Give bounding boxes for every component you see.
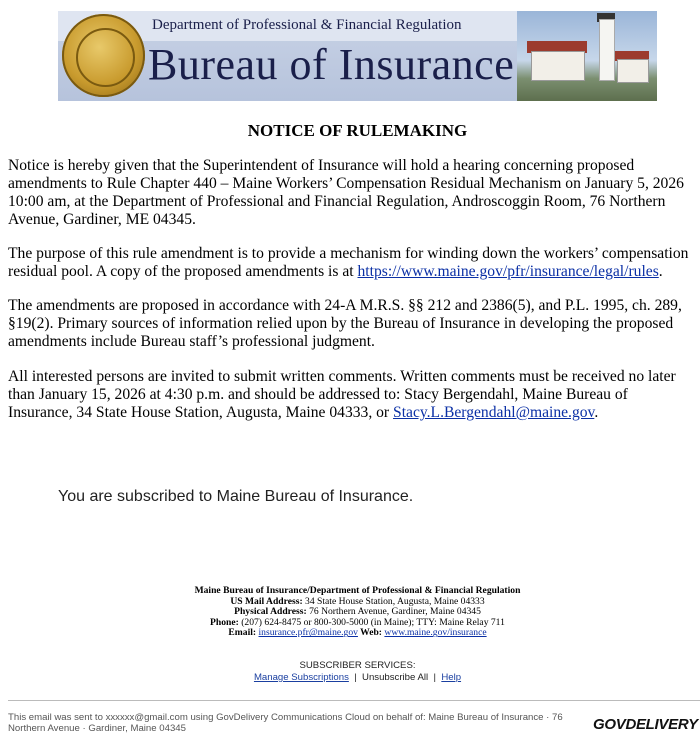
paragraph-comments [8, 368, 700, 422]
footer-contact [0, 628, 700, 639]
text-span: Insurance, 34 State House Station, Augusta, Maine 04333, or [8, 404, 394, 421]
paragraph-purpose [8, 245, 700, 281]
services-links [0, 672, 700, 684]
separator: | [428, 672, 442, 683]
paragraph-authority [8, 297, 700, 351]
label: Email: [228, 627, 257, 639]
bureau-name: Bureau of Insurance [148, 40, 515, 89]
value: (207) 624-8475 or 800-300-5000 (in Maine); TTY: Maine Relay 711 [238, 616, 505, 628]
label: US Mail Address: [230, 595, 303, 607]
subscription-notice: You are subscribed to Maine Bureau of Insurance. [58, 488, 414, 505]
govdelivery-logo: GOVDELIVERY [593, 716, 698, 733]
text-span: . [594, 404, 599, 421]
separator: | [348, 672, 363, 683]
label: Physical Address: [234, 606, 307, 618]
department-name: Department of Professional & Financial Regulation [152, 17, 462, 33]
contact-email-link[interactable]: Stacy.L.Bergendahl@maine.gov [393, 404, 595, 421]
text-line: All interested persons are invited to submit written comments. Written comments must be received no later [8, 368, 676, 385]
footer-org: Maine Bureau of Insurance/Department of Professional & Financial Regulation [194, 585, 521, 596]
manage-subscriptions-link[interactable]: Manage Subscriptions [253, 672, 349, 683]
header-banner [58, 11, 657, 101]
rules-link[interactable]: https://www.maine.gov/pfr/insurance/legal/rules [357, 263, 659, 280]
text-line: amendments include Bureau staff’s professional judgment. [8, 333, 375, 350]
footer-divider [8, 700, 700, 701]
text-line: Avenue, Gardiner, ME 04345. [8, 211, 196, 228]
text-line: than January 15, 2026 at 4:30 p.m. and should be addressed to: Stacy Bergendahl, Maine Bureau of [8, 386, 628, 403]
services-heading: SUBSCRIBER SERVICES: [299, 660, 416, 671]
lighthouse-photo [517, 11, 657, 101]
page-title: NOTICE OF RULEMAKING [247, 121, 468, 140]
text-line: amendments to Rule Chapter 440 – Maine Workers’ Compensation Residual Mechanism on January 5, 2026 [8, 175, 684, 192]
text-line: The purpose of this rule amendment is to provide a mechanism for winding down the workers’ compensation [8, 245, 689, 262]
unsubscribe-all-link[interactable]: Unsubscribe All [362, 672, 429, 683]
label: Phone: [210, 616, 239, 628]
text-line: §19(2). Primary sources of information relied upon by the Bureau of Insurance in developing the proposed [8, 315, 674, 332]
footer-web-link[interactable]: www.maine.gov/insurance [384, 627, 487, 639]
subscriber-services [0, 660, 700, 684]
maine-seal-icon [62, 14, 145, 97]
help-link[interactable]: Help [441, 672, 462, 683]
footer-email-link[interactable]: insurance.pfr@maine.gov [258, 627, 358, 639]
text-span: . [658, 263, 663, 280]
text-line: The amendments are proposed in accordance with 24-A M.R.S. §§ 212 and 2386(5), and P.L. 1995, ch. 289, [8, 297, 682, 314]
value: 76 Northern Avenue, Gardiner, Maine 04345 [306, 606, 481, 618]
text-line [8, 404, 700, 422]
org-footer [0, 586, 700, 639]
paragraph-hearing [8, 157, 700, 229]
text-span: residual pool. A copy of the proposed amendments is at [8, 263, 358, 280]
label: Web: [357, 627, 382, 639]
delivery-notice: This email was sent to xxxxxx@gmail.com using GovDelivery Communications Cloud on behalf of: Maine Bureau of Insurance · 76 Northern Avenue · Gardiner, Maine 04345 [8, 712, 563, 734]
text-line: 10:00 am, at the Department of Professional and Financial Regulation, Androscoggin Room, 76 Northern [8, 193, 666, 210]
text-line [8, 263, 700, 281]
text-line: Notice is hereby given that the Superintendent of Insurance will hold a hearing concerning proposed [8, 157, 635, 174]
value: 34 State House Station, Augusta, Maine 04333 [302, 595, 485, 607]
